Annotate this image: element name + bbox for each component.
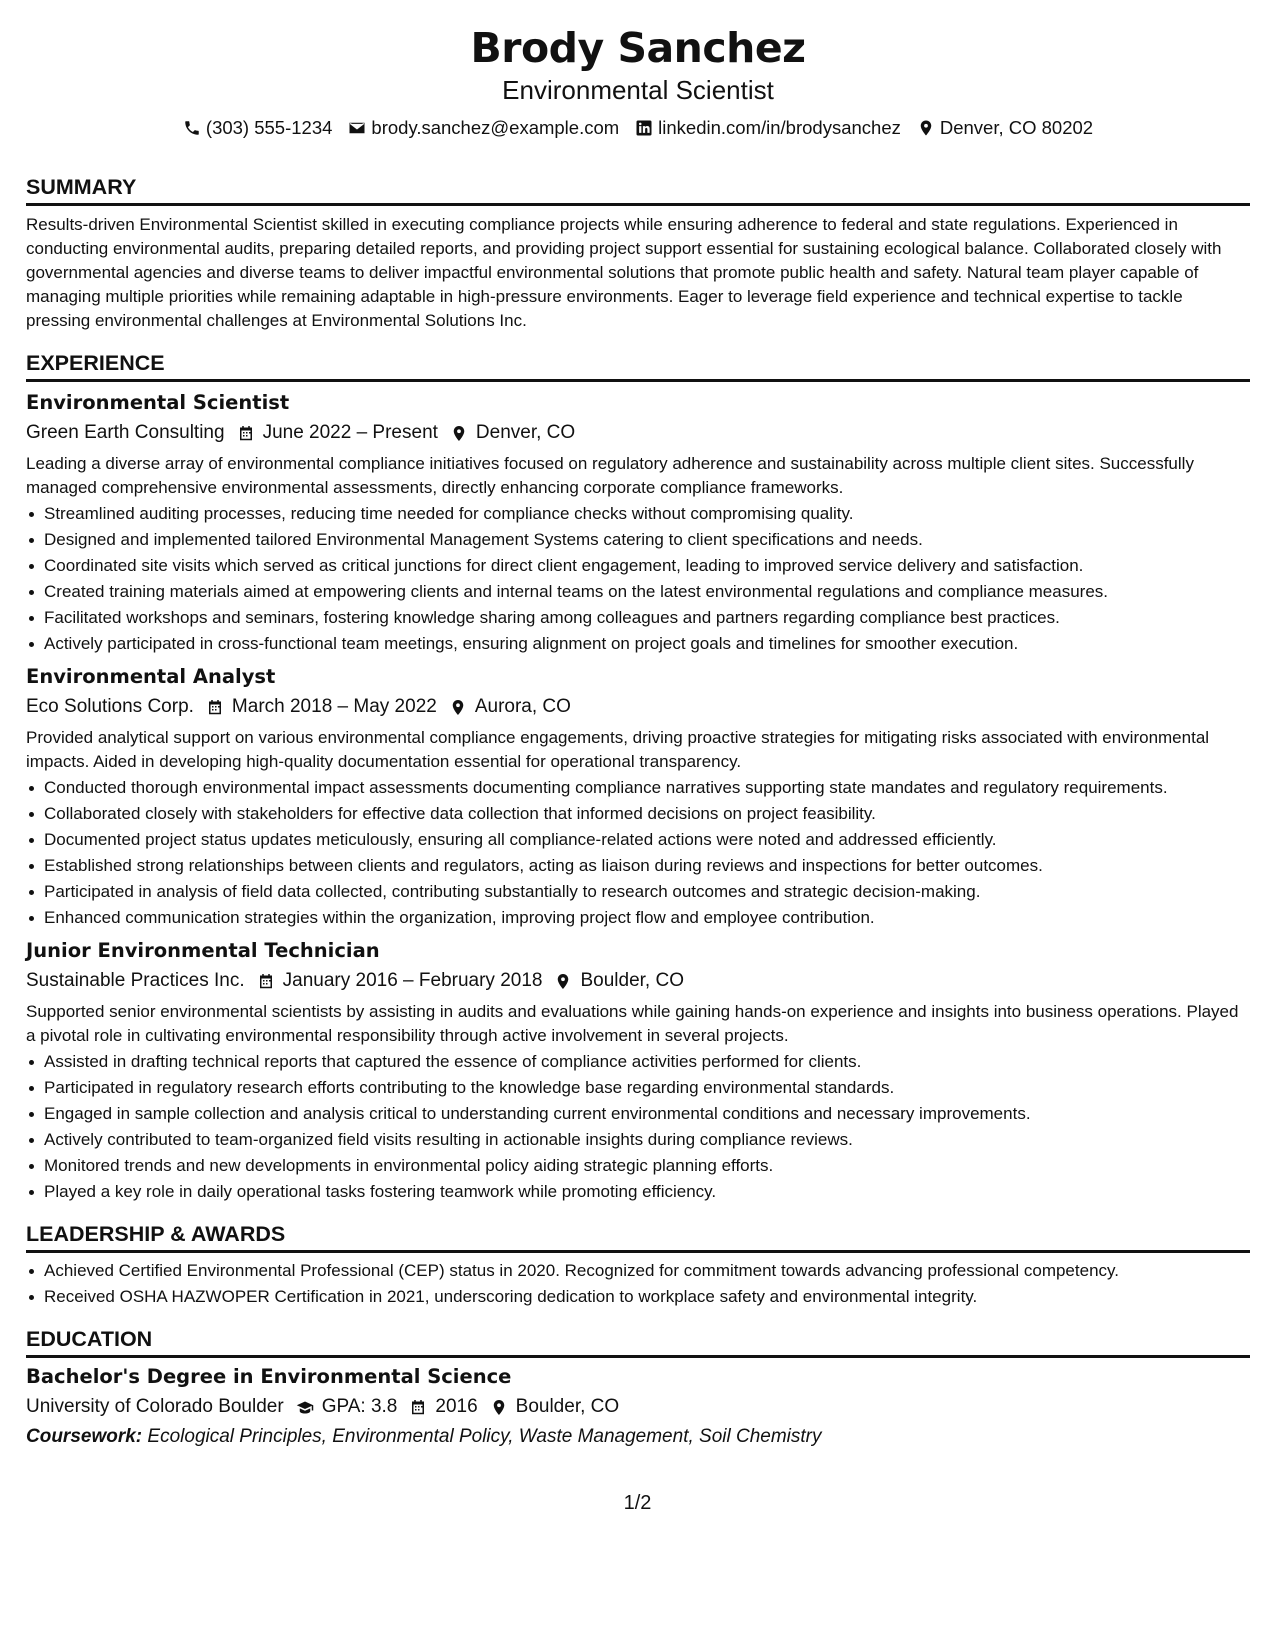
job-meta (26, 966, 1250, 996)
calendar-icon (257, 972, 275, 990)
job-entry (26, 662, 1250, 930)
contact-email[interactable] (348, 115, 619, 141)
awards-list (26, 1259, 1250, 1309)
contact-phone[interactable] (183, 115, 333, 141)
list-item: Coordinated site visits which served as critical junctions for direct client engagement, leading to improved service delivery and satisfaction. (26, 554, 1250, 578)
experience-section (26, 349, 1250, 1204)
page-number: 1/2 (623, 1492, 652, 1514)
list-item: Received OSHA HAZWOPER Certification in 2021, underscoring dedication to workplace safety and environmental integrity. (26, 1285, 1250, 1309)
section-title: EDUCATION (26, 1325, 1250, 1358)
job-bullets (26, 776, 1250, 930)
job-summary: Leading a diverse array of environmental compliance initiatives focused on regulatory adherence and sustainability across multiple client sites. Successfully managed comprehensive environmental assessments, directly enhancing corporate compliance frameworks. (26, 454, 1194, 497)
job-summary: Supported senior environmental scientists by assisting in audits and evaluations while gaining hands-on experience and insights into business operations. Played a pivotal role in cultivating environmental responsibility through active involvement in several projects. (26, 1002, 1239, 1045)
job-entry (26, 388, 1250, 656)
list-item: Actively participated in cross-functional team meetings, ensuring alignment on project goals and timelines for smoother execution. (26, 632, 1250, 656)
job-dates-text: March 2018 – May 2022 (231, 696, 437, 717)
contact-email-text: brody.sanchez@example.com (371, 117, 620, 138)
summary-section (26, 173, 1250, 333)
summary-text: Results-driven Environmental Scientist skilled in executing compliance projects while ensuring adherence to federal and state regulations. Experienced in conducting environmental audits, preparing detailed reports, and providing project support essential for sustaining ecological balance. Collaborated closely with governmental agencies and diverse teams to deliver impactful environmental solutions that promote public health and safety. Natural team player capable of managing multiple priorities while remaining adaptable in high-pressure environments. Eager to leverage field experience and technical expertise to tackle pressing environmental challenges at Environmental Solutions Inc. (26, 215, 1222, 330)
list-item: Created training materials aimed at empowering clients and internal teams on the latest environmental regulations and compliance measures. (26, 580, 1250, 604)
job-meta (26, 692, 1250, 722)
list-item: Participated in regulatory research efforts contributing to the knowledge base regarding environmental standards. (26, 1076, 1250, 1100)
calendar-icon (409, 1398, 427, 1416)
list-item: Collaborated closely with stakeholders for effective data collection that informed decisions on project feasibility. (26, 802, 1250, 826)
education-year-text: 2016 (435, 1396, 478, 1417)
list-item: Achieved Certified Environmental Professional (CEP) status in 2020. Recognized for commitment towards advancing professional competency. (26, 1259, 1250, 1283)
list-item: Established strong relationships between clients and regulators, acting as liaison during reviews and inspections for better outcomes. (26, 854, 1250, 878)
contact-location-text: Denver, CO 80202 (939, 117, 1094, 138)
job-title: Environmental Analyst (26, 665, 276, 688)
section-title: SUMMARY (26, 173, 1250, 206)
job-title: Junior Environmental Technician (26, 939, 380, 962)
coursework-text: Ecological Principles, Environmental Policy, Waste Management, Soil Chemistry (147, 1426, 822, 1447)
job-dates-text: June 2022 – Present (262, 422, 438, 443)
education-gpa-text: GPA: 3.8 (321, 1396, 398, 1417)
education-section (26, 1325, 1250, 1452)
job-location (554, 966, 684, 996)
list-item: Enhanced communication strategies within the organization, improving project flow and employee contribution. (26, 906, 1250, 930)
location-pin-icon (450, 424, 468, 442)
education-meta (26, 1392, 1250, 1422)
section-title: LEADERSHIP & AWARDS (26, 1220, 1250, 1253)
job-entry (26, 936, 1250, 1204)
job-dates (206, 692, 437, 722)
location-pin-icon (449, 698, 467, 716)
job-meta (26, 418, 1250, 448)
list-item: Actively contributed to team-organized field visits resulting in actionable insights during compliance reviews. (26, 1128, 1250, 1152)
location-pin-icon (917, 119, 935, 137)
linkedin-icon (635, 119, 653, 137)
job-dates (237, 418, 438, 448)
job-location-text: Boulder, CO (580, 970, 684, 991)
calendar-icon (206, 698, 224, 716)
education-year (409, 1392, 477, 1422)
job-bullets (26, 1050, 1250, 1204)
contact-linkedin-text: linkedin.com/in/brodysanchez (658, 117, 901, 138)
job-dates-text: January 2016 – February 2018 (282, 970, 543, 991)
contact-linkedin[interactable] (635, 115, 901, 141)
coursework-label: Coursework: (26, 1426, 143, 1447)
location-pin-icon (490, 1398, 508, 1416)
list-item: Assisted in drafting technical reports that captured the essence of compliance activities performed for clients. (26, 1050, 1250, 1074)
list-item: Played a key role in daily operational tasks fostering teamwork while promoting efficiency. (26, 1180, 1250, 1204)
job-company: Sustainable Practices Inc. (26, 970, 245, 991)
job-title: Environmental Scientist (26, 391, 290, 414)
resume-header (26, 22, 1250, 141)
candidate-role: Environmental Scientist (502, 75, 774, 105)
degree-title: Bachelor's Degree in Environmental Science (26, 1365, 512, 1388)
job-company: Eco Solutions Corp. (26, 696, 194, 717)
contact-location (917, 115, 1093, 141)
resume-page (26, 0, 1250, 1452)
job-bullets (26, 502, 1250, 656)
education-gpa (296, 1392, 398, 1422)
envelope-icon (348, 119, 366, 137)
candidate-name: Brody Sanchez (470, 24, 806, 72)
awards-section (26, 1220, 1250, 1309)
list-item: Participated in analysis of field data collected, contributing substantially to research outcomes and strategic decision-making. (26, 880, 1250, 904)
coursework-line (26, 1422, 1250, 1452)
school-name: University of Colorado Boulder (26, 1396, 284, 1417)
list-item: Facilitated workshops and seminars, fostering knowledge sharing among colleagues and partners regarding compliance best practices. (26, 606, 1250, 630)
list-item: Designed and implemented tailored Environmental Management Systems catering to client specifications and needs. (26, 528, 1250, 552)
job-location (449, 692, 571, 722)
phone-icon (183, 119, 201, 137)
contact-phone-text: (303) 555-1234 (205, 117, 333, 138)
job-summary: Provided analytical support on various environmental compliance engagements, driving proactive strategies for mitigating risks associated with environmental impacts. Aided in developing high-quality documentation essential for operational transparency. (26, 728, 1210, 771)
job-dates (257, 966, 543, 996)
job-location (450, 418, 575, 448)
education-location-text: Boulder, CO (515, 1396, 620, 1417)
job-location-text: Denver, CO (475, 422, 576, 443)
job-company: Green Earth Consulting (26, 422, 225, 443)
job-location-text: Aurora, CO (474, 696, 571, 717)
graduation-cap-icon (296, 1398, 314, 1416)
list-item: Engaged in sample collection and analysis critical to understanding current environmental conditions and necessary improvements. (26, 1102, 1250, 1126)
contact-bar (26, 115, 1250, 141)
location-pin-icon (554, 972, 572, 990)
calendar-icon (237, 424, 255, 442)
list-item: Conducted thorough environmental impact assessments documenting compliance narratives supporting state mandates and regulatory requirements. (26, 776, 1250, 800)
list-item: Monitored trends and new developments in environmental policy aiding strategic planning efforts. (26, 1154, 1250, 1178)
section-title: EXPERIENCE (26, 349, 1250, 382)
education-location (490, 1392, 620, 1422)
list-item: Documented project status updates meticulously, ensuring all compliance-related actions were noted and addressed efficiently. (26, 828, 1250, 852)
list-item: Streamlined auditing processes, reducing time needed for compliance checks without compromising quality. (26, 502, 1250, 526)
